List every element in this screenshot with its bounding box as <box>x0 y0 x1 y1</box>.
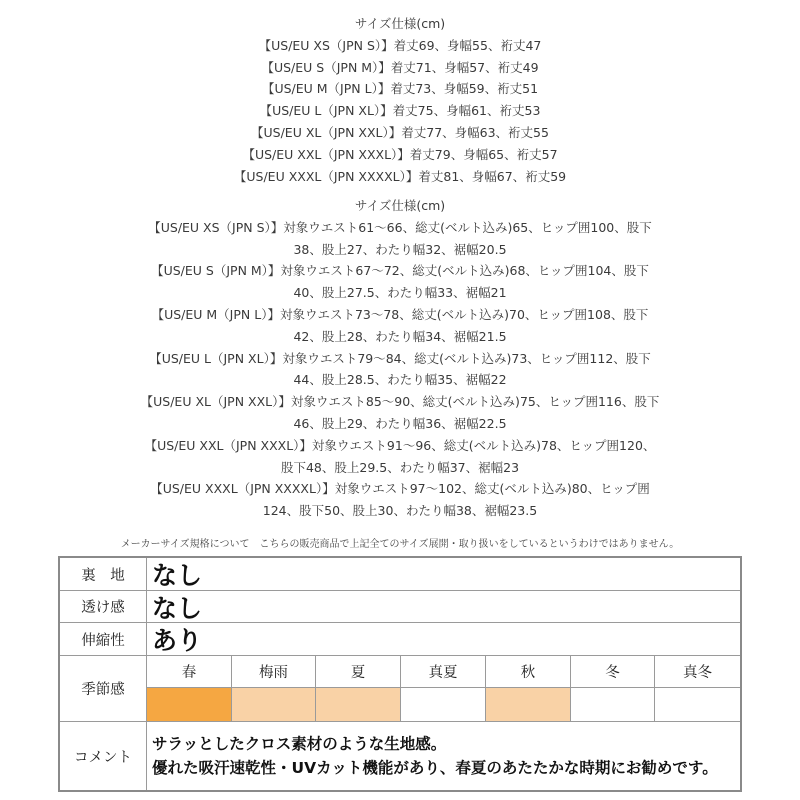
size-spec-bottom <box>0 195 800 522</box>
season-indicator <box>316 688 401 721</box>
season-indicator <box>147 688 232 721</box>
spec-line: 【US/EU XL（JPN XXL）】対象ウエスト85～90、総丈(ベルト込み)75、ヒップ囲116、股下 <box>140 394 660 410</box>
spec-line: 【US/EU M（JPN L）】着丈73、身幅59、裄丈51 <box>261 81 539 97</box>
spec-line: 【US/EU L（JPN XL）】対象ウエスト79～84、総丈(ベルト込み)73、ヒップ囲112、股下 <box>149 350 651 366</box>
season-name: 秋 <box>486 656 571 688</box>
comment-line: 優れた吸汗速乾性・UVカット機能があり、春夏のあたたかな時期にお勧めです。 <box>152 759 718 777</box>
spec-line: 【US/EU L（JPN XL）】着丈75、身幅61、裄丈53 <box>259 103 541 119</box>
season-indicator <box>655 688 740 721</box>
spec-line: 124、股下50、股上30、わたり幅38、裾幅23.5 <box>262 503 538 519</box>
spec-title: サイズ仕様(cm) <box>354 16 446 31</box>
lining-value: なし <box>152 561 203 590</box>
spec-line: 【US/EU XS（JPN S）】対象ウエスト61～66、総丈(ベルト込み)65、ヒップ囲100、股下 <box>148 219 652 235</box>
product-attribute-table <box>58 556 742 792</box>
spec-line: 【US/EU M（JPN L）】対象ウエスト73～78、総丈(ベルト込み)70、ヒップ囲108、股下 <box>151 306 649 322</box>
spec-title: サイズ仕様(cm) <box>354 198 446 213</box>
season-name: 春 <box>147 656 232 688</box>
season-indicator <box>486 688 571 721</box>
comment-text <box>152 722 718 790</box>
spec-line: 【US/EU XXXL（JPN XXXXL）】対象ウエスト97～102、総丈(ベルト込み)80、ヒップ囲 <box>150 481 650 497</box>
season-name: 夏 <box>316 656 401 688</box>
spec-line: 【US/EU XXL（JPN XXXL）】着丈79、身幅65、裄丈57 <box>242 146 558 162</box>
spec-line: 股下48、股上29.5、わたり幅37、裾幅23 <box>280 459 520 475</box>
season-indicator <box>401 688 486 721</box>
season-name: 梅雨 <box>232 656 316 688</box>
spec-line: 42、股上28、わたり幅34、裾幅21.5 <box>293 328 507 344</box>
sheer-label: 透け感 <box>60 591 147 622</box>
row-comment <box>60 722 740 790</box>
spec-line: 【US/EU S（JPN M）】対象ウエスト67～72、総丈(ベルト込み)68、ヒップ囲104、股下 <box>151 263 649 279</box>
spec-line: 【US/EU XS（JPN S）】着丈69、身幅55、裄丈47 <box>258 37 542 53</box>
season-indicator <box>571 688 655 721</box>
stretch-label: 伸縮性 <box>60 623 147 655</box>
spec-line: 【US/EU XL（JPN XXL）】着丈77、身幅63、裄丈55 <box>251 124 549 140</box>
maker-size-note: メーカーサイズ規格について こちらの販売商品で上記全てのサイズ展開・取り扱いをしているというわけではありません。 <box>120 539 680 550</box>
row-season <box>60 656 740 722</box>
season-name: 真夏 <box>401 656 486 688</box>
lining-label: 裏 地 <box>60 558 147 590</box>
season-name: 冬 <box>571 656 655 688</box>
row-lining <box>60 558 740 591</box>
sheer-value: なし <box>152 593 203 623</box>
row-sheer <box>60 591 740 623</box>
comment-line: サラッとしたクロス素材のような生地感。 <box>152 735 447 753</box>
spec-line: 44、股上28.5、わたり幅35、裾幅22 <box>293 372 507 388</box>
spec-line: 【US/EU S（JPN M）】着丈71、身幅57、裄丈49 <box>261 59 539 75</box>
season-grid <box>147 656 740 721</box>
season-name: 真冬 <box>655 656 740 688</box>
spec-line: 38、股上27、わたり幅32、裾幅20.5 <box>293 241 507 257</box>
comment-label: コメント <box>60 722 147 790</box>
stretch-value: あり <box>152 626 203 655</box>
spec-line: 【US/EU XXL（JPN XXXL）】対象ウエスト91～96、総丈(ベルト込み)78、ヒップ囲120、 <box>144 437 656 453</box>
spec-line: 46、股上29、わたり幅36、裾幅22.5 <box>293 415 507 431</box>
season-indicator <box>232 688 316 721</box>
spec-line: 【US/EU XXXL（JPN XXXXL）】着丈81、身幅67、裄丈59 <box>233 168 567 184</box>
season-label: 季節感 <box>60 656 147 721</box>
spec-line: 40、股上27.5、わたり幅33、裾幅21 <box>293 285 507 301</box>
row-stretch <box>60 623 740 656</box>
size-spec-top <box>0 13 800 187</box>
